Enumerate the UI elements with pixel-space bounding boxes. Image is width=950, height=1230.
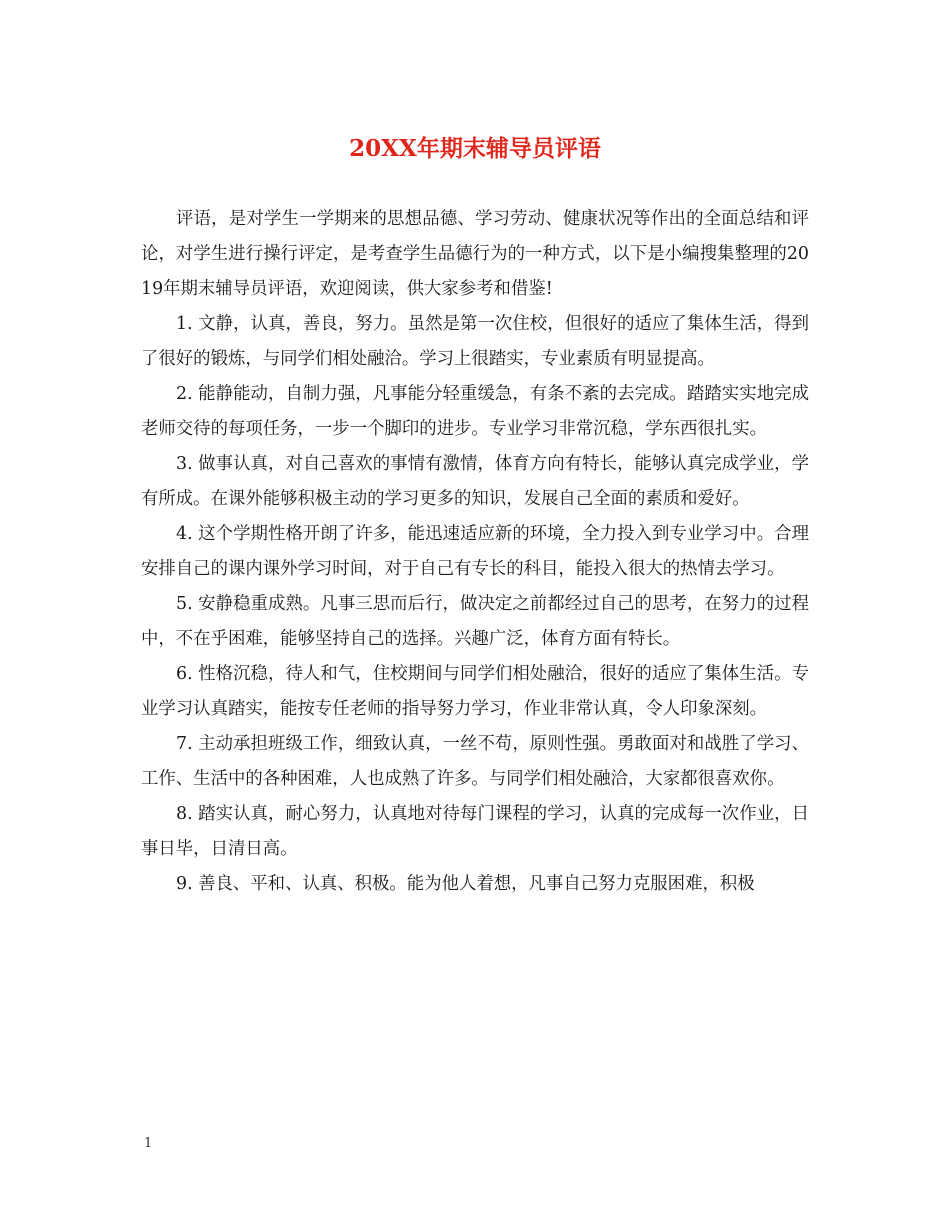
comment-paragraph-8: 8. 踏实认真，耐心努力，认真地对待每门课程的学习，认真的完成每一次作业，日事日毕，日清日高。 — [141, 804, 809, 859]
comment-paragraph-2: 2. 能静能动，自制力强，凡事能分轻重缓急，有条不紊的去完成。踏踏实实地完成老师交待的每项任务，一步一个脚印的进步。专业学习非常沉稳，学东西很扎实。 — [141, 384, 809, 439]
comment-paragraph-5: 5. 安静稳重成熟。凡事三思而后行，做决定之前都经过自己的思考，在努力的过程中，不在乎困难，能够坚持自己的选择。兴趣广泛，体育方面有特长。 — [141, 594, 809, 649]
comment-paragraph-4: 4. 这个学期性格开朗了许多，能迅速适应新的环境，全力投入到专业学习中。合理安排自己的课内课外学习时间，对于自己有专长的科目，能投入很大的热情去学习。 — [141, 524, 809, 579]
intro-paragraph: 评语，是对学生一学期来的思想品德、学习劳动、健康状况等作出的全面总结和评论，对学生进行操行评定，是考查学生品德行为的一种方式，以下是小编搜集整理的2019年期末辅导员评语，欢迎阅读，供大家参考和借鉴! — [141, 209, 809, 299]
comment-paragraph-1: 1. 文静，认真，善良，努力。虽然是第一次住校，但很好的适应了集体生活，得到了很好的锻炼，与同学们相处融洽。学习上很踏实，专业素质有明显提高。 — [141, 314, 809, 369]
comment-paragraph-6: 6. 性格沉稳，待人和气，住校期间与同学们相处融洽，很好的适应了集体生活。专业学习认真踏实，能按专任老师的指导努力学习，作业非常认真，令人印象深刻。 — [141, 664, 809, 719]
comment-paragraph-3: 3. 做事认真，对自己喜欢的事情有激情，体育方向有特长，能够认真完成学业，学有所成。在课外能够积极主动的学习更多的知识，发展自己全面的素质和爱好。 — [141, 454, 809, 509]
page-number: 1 — [144, 1136, 153, 1151]
document-body — [141, 202, 809, 902]
comment-paragraph-9: 9. 善良、平和、认真、积极。能为他人着想，凡事自己努力克服困难，积极 — [176, 874, 755, 894]
comment-paragraph-7: 7. 主动承担班级工作，细致认真，一丝不苟，原则性强。勇敢面对和战胜了学习、工作、生活中的各种困难，人也成熟了许多。与同学们相处融洽，大家都很喜欢你。 — [141, 734, 809, 789]
page-title: 20XX年期末辅导员评语 — [349, 135, 601, 162]
